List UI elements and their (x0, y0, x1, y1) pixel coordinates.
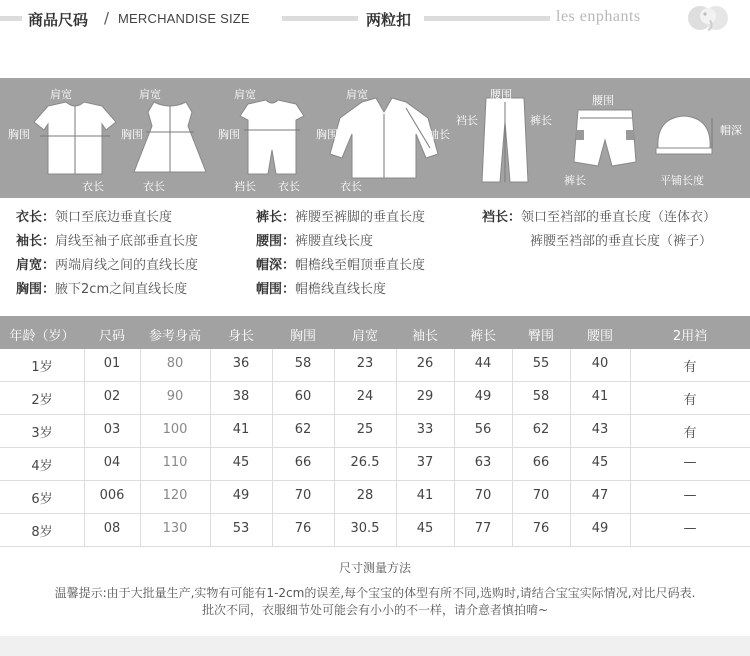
cell-pants: 63 (474, 455, 492, 470)
cell-hip: 76 (532, 521, 550, 536)
col-header-pants: 裤长 (469, 329, 496, 344)
cell-chest: 76 (294, 521, 312, 536)
cell-body-length: 36 (232, 356, 250, 371)
legend-item: 裤长：裤腰至裤脚的垂直长度 (256, 210, 426, 225)
label-pants-6: 裤长 (564, 174, 586, 187)
cell-height: 110 (162, 455, 188, 470)
label-hat-flat: 平铺长度 (660, 174, 704, 187)
elephant-logo-icon (684, 2, 732, 34)
cell-chest: 60 (294, 389, 312, 404)
col-header-height: 参考身高 (148, 329, 201, 344)
header-subtitle: 两粒扣 (366, 11, 412, 29)
cell-size: 01 (103, 356, 121, 371)
cell-age: 3岁 (31, 426, 53, 441)
header-slash: / (104, 9, 110, 27)
cell-pants: 56 (474, 422, 492, 437)
cell-hip: 62 (532, 422, 550, 437)
label-length-4: 衣长 (340, 180, 362, 193)
cell-crotch-2way: 有 (683, 393, 697, 408)
cell-sleeve: 26 (416, 356, 434, 371)
cell-age: 2岁 (31, 393, 53, 408)
cell-pants: 77 (474, 521, 492, 536)
legend-item: 腰围：裤腰直线长度 (256, 234, 374, 249)
cell-pants: 49 (474, 389, 492, 404)
col-header-hip: 臀围 (527, 329, 554, 344)
cell-sleeve: 29 (416, 389, 434, 404)
col-header-age: 年龄（岁） (9, 329, 75, 344)
label-length-2: 衣长 (143, 180, 165, 193)
legend-item: 裆长：领口至裆部的垂直长度（连体衣） (482, 210, 717, 225)
label-shoulder-3: 肩宽 (234, 88, 256, 101)
cell-size: 03 (103, 422, 121, 437)
label-shoulder-1: 肩宽 (50, 88, 72, 101)
measurement-legend (0, 198, 750, 302)
cell-height: 130 (162, 521, 188, 536)
cell-shoulder: 28 (356, 488, 374, 503)
header-rule-right (424, 16, 550, 21)
cell-age: 8岁 (31, 525, 53, 540)
footer-note-line2: 批次不同，衣服细节处可能会有小小的不一样，请介意者慎拍唷~ (201, 603, 549, 617)
page-header (0, 0, 750, 48)
header-rule-left (0, 16, 22, 21)
col-header-size: 尺码 (98, 329, 125, 344)
measurement-diagram (0, 78, 750, 198)
brand-name: les enphants (556, 8, 641, 25)
cell-crotch-2way: 有 (683, 426, 697, 441)
cell-hip: 70 (532, 488, 550, 503)
legend-item: 肩宽：两端肩线之间的直线长度 (16, 258, 199, 273)
cell-crotch-2way: — (683, 455, 697, 470)
cell-shoulder: 26.5 (350, 455, 380, 470)
col-header-sleeve: 袖长 (411, 329, 438, 344)
cell-waist: 47 (591, 488, 609, 503)
cell-height: 80 (166, 356, 184, 371)
footer-bar (0, 636, 750, 656)
cell-body-length: 38 (232, 389, 250, 404)
legend-item: 裤腰至裆部的垂直长度（裤子） (530, 234, 713, 249)
table-row (0, 349, 750, 382)
cell-body-length: 45 (232, 455, 250, 470)
table-row (0, 481, 750, 514)
table-row (0, 382, 750, 415)
label-pants-5: 裤长 (530, 114, 552, 127)
cell-body-length: 53 (232, 521, 250, 536)
header-title-en: MERCHANDISE SIZE (118, 11, 250, 26)
label-crotch-3: 裆长 (234, 180, 256, 193)
cell-crotch-2way: 有 (683, 360, 697, 375)
legend-item: 胸围：腋下2cm之间直线长度 (16, 282, 188, 297)
cell-chest: 62 (294, 422, 312, 437)
cell-body-length: 41 (232, 422, 250, 437)
table-row (0, 514, 750, 547)
cell-body-length: 49 (232, 488, 250, 503)
cell-hip: 66 (532, 455, 550, 470)
label-chest-3: 胸围 (218, 128, 240, 141)
cell-crotch-2way: — (683, 488, 697, 503)
col-header-shoulder: 肩宽 (351, 329, 378, 344)
cell-shoulder: 25 (356, 422, 374, 437)
label-hat-depth: 帽深 (720, 124, 742, 137)
cell-height: 120 (162, 488, 188, 503)
hat-brim (656, 148, 712, 154)
cell-size: 02 (103, 389, 121, 404)
legend-item: 帽深：帽檐线至帽顶垂直长度 (256, 258, 426, 273)
col-header-body-length: 身长 (227, 329, 254, 344)
cell-shoulder: 24 (356, 389, 374, 404)
cell-age: 1岁 (31, 360, 53, 375)
label-waist-6: 腰围 (592, 94, 614, 107)
cell-sleeve: 45 (416, 521, 434, 536)
cell-size: 08 (103, 521, 121, 536)
label-shoulder-2: 肩宽 (139, 88, 161, 101)
cell-shoulder: 30.5 (350, 521, 380, 536)
romper-icon (240, 100, 304, 174)
legend-item: 帽围：帽檐线直线长度 (256, 282, 387, 297)
label-chest-2: 胸围 (121, 128, 143, 141)
cell-sleeve: 37 (416, 455, 434, 470)
footer-note-line1: 温馨提示:由于大批量生产,实物有可能有1-2cm的误差,每个宝宝的体型有所不同,选购时,请结合宝宝实际情况,对比尺码表. (54, 586, 696, 600)
label-crotch-5: 裆长 (456, 114, 478, 127)
label-waist-5: 腰围 (490, 88, 512, 101)
label-length-1: 衣长 (82, 180, 104, 193)
cell-age: 6岁 (31, 492, 53, 507)
garment-illustrations (0, 78, 750, 198)
col-header-chest: 胸围 (289, 329, 316, 344)
header-rule-mid (282, 16, 358, 21)
label-chest-1: 胸围 (8, 128, 30, 141)
table-header (0, 316, 750, 349)
hat-icon (658, 116, 710, 148)
label-chest-4: 胸围 (316, 128, 338, 141)
cell-chest: 66 (294, 455, 312, 470)
cell-waist: 43 (591, 422, 609, 437)
cell-hip: 58 (532, 389, 550, 404)
cell-height: 90 (166, 389, 184, 404)
cell-crotch-2way: — (683, 521, 697, 536)
label-length-3: 衣长 (278, 180, 300, 193)
cell-waist: 41 (591, 389, 609, 404)
cell-chest: 58 (294, 356, 312, 371)
cell-size: 006 (99, 488, 125, 503)
legend-item: 袖长：肩线至袖子底部垂直长度 (16, 234, 199, 249)
legend-item: 衣长：领口至底边垂直长度 (16, 210, 173, 225)
cell-hip: 55 (532, 356, 550, 371)
cell-waist: 45 (591, 455, 609, 470)
cell-age: 4岁 (31, 459, 53, 474)
label-shoulder-4: 肩宽 (346, 88, 368, 101)
cell-chest: 70 (294, 488, 312, 503)
header-title: 商品尺码 (28, 11, 89, 29)
cell-sleeve: 33 (416, 422, 434, 437)
cell-sleeve: 41 (416, 488, 434, 503)
cell-pants: 70 (474, 488, 492, 503)
cell-shoulder: 23 (356, 356, 374, 371)
cell-waist: 40 (591, 356, 609, 371)
table-row (0, 415, 750, 448)
footer-title: 尺寸测量方法 (338, 561, 411, 575)
cell-waist: 49 (591, 521, 609, 536)
col-header-crotch-2way: 2用裆 (672, 329, 708, 344)
label-sleeve-4: 袖长 (428, 128, 450, 141)
cell-height: 100 (162, 422, 188, 437)
cell-size: 04 (103, 455, 121, 470)
col-header-waist: 腰围 (586, 329, 613, 344)
table-row (0, 448, 750, 481)
cell-pants: 44 (474, 356, 492, 371)
